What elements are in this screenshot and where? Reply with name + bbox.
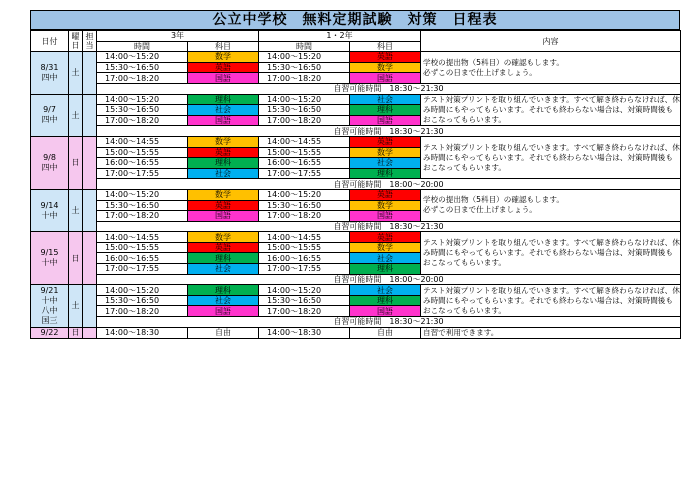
header-grade12: 1・2年: [259, 31, 421, 42]
date-cell: 9/7 四中: [31, 94, 69, 136]
time-cell-grade12: 16:00～16:55: [259, 158, 350, 169]
subject-cell-grade3: 数学: [188, 52, 259, 63]
time-cell-grade12: 17:00～18:20: [259, 115, 350, 126]
schedule-table: [30, 30, 681, 339]
date-cell: 9/21 十中 八中 国三: [31, 285, 69, 327]
day-cell: 日: [69, 232, 83, 285]
time-cell-grade12: 15:30～16:50: [259, 295, 350, 306]
memo-cell: 学校の提出物（5科目）の確認もします。 必ずこの日まで仕上げましょう。: [421, 189, 681, 221]
time-cell-grade12: 17:00～17:55: [259, 168, 350, 179]
header-date: 日付: [31, 31, 69, 52]
self-study-time: 自習可能時間 18:30～21:30: [97, 317, 681, 328]
subject-cell-grade3: 国語: [188, 73, 259, 84]
subject-cell-grade3: 国語: [188, 306, 259, 317]
table-row: [31, 232, 681, 243]
table-row: [31, 327, 681, 338]
time-cell-grade12: 14:00～15:20: [259, 285, 350, 296]
subject-cell-grade3: 社会: [188, 105, 259, 116]
time-cell-grade12: 17:00～18:20: [259, 306, 350, 317]
tantou-cell: [83, 327, 97, 338]
time-cell-grade3: 17:00～18:20: [97, 211, 188, 222]
time-cell-grade12: 14:00～14:55: [259, 232, 350, 243]
subject-cell-grade12: 理科: [350, 168, 421, 179]
self-study-time: 自習可能時間 18:30～21:30: [97, 83, 681, 94]
day-cell: 土: [69, 189, 83, 231]
table-row: [31, 52, 681, 63]
subject-cell-grade12: 国語: [350, 73, 421, 84]
time-cell-grade3: 14:00～15:20: [97, 285, 188, 296]
time-cell-grade12: 14:00～15:20: [259, 189, 350, 200]
subject-cell-grade3: 英語: [188, 147, 259, 158]
time-cell-grade3: 15:00～15:55: [97, 147, 188, 158]
subject-cell-grade3: 理科: [188, 158, 259, 169]
date-cell: 9/14 十中: [31, 189, 69, 231]
time-cell-grade3: 17:00～17:55: [97, 264, 188, 275]
time-cell-grade3: 17:00～18:20: [97, 306, 188, 317]
time-cell-grade3: 17:00～18:20: [97, 73, 188, 84]
subject-cell-grade3: 社会: [188, 264, 259, 275]
time-cell-grade12: 14:00～15:20: [259, 52, 350, 63]
jishu-row: [31, 274, 681, 285]
jishu-row: [31, 83, 681, 94]
subject-cell-grade3: 理科: [188, 285, 259, 296]
time-cell-grade12: 15:00～15:55: [259, 147, 350, 158]
tantou-cell: [83, 232, 97, 285]
tantou-cell: [83, 285, 97, 327]
tantou-cell: [83, 136, 97, 189]
table-row: [31, 189, 681, 200]
time-cell-grade3: 17:00～18:20: [97, 115, 188, 126]
time-cell-grade3: 14:00～14:55: [97, 232, 188, 243]
schedule-body: [31, 31, 681, 339]
memo-cell: テスト対策プリントを取り組んでいきます。すべて解き終わらなければ、休み時間にもやってもらいます。それでも終わらない場合は、対策時間後もおこなってもらいます。: [421, 232, 681, 274]
date-cell: 9/8 四中: [31, 136, 69, 189]
header-subject-12: 科目: [350, 41, 421, 52]
jishu-row: [31, 317, 681, 328]
self-study-time: 自習可能時間 18:00～20:00: [97, 274, 681, 285]
day-cell: 日: [69, 327, 83, 338]
subject-cell-grade12: 数学: [350, 62, 421, 73]
tantou-cell: [83, 52, 97, 94]
memo-cell: テスト対策プリントを取り組んでいきます。すべて解き終わらなければ、休み時間にもやってもらいます。それでも終わらない場合は、対策時間後もおこなってもらいます。: [421, 285, 681, 317]
jishu-row: [31, 126, 681, 137]
subject-cell-grade12: 理科: [350, 264, 421, 275]
self-study-time: 自習可能時間 18:30～21:30: [97, 126, 681, 137]
memo-cell: テスト対策プリントを取り組んでいきます。すべて解き終わらなければ、休み時間にもやってもらいます。それでも終わらない場合は、対策時間後もおこなってもらいます。: [421, 94, 681, 126]
memo-cell: テスト対策プリントを取り組んでいきます。すべて解き終わらなければ、休み時間にもやってもらいます。それでも終わらない場合は、対策時間後もおこなってもらいます。: [421, 136, 681, 178]
time-cell-grade3: 15:30～16:50: [97, 295, 188, 306]
subject-cell-grade3: 自由: [188, 327, 259, 338]
time-cell-grade3: 16:00～16:55: [97, 158, 188, 169]
time-cell-grade3: 15:30～16:50: [97, 200, 188, 211]
subject-cell-grade3: 英語: [188, 200, 259, 211]
memo-cell: 自習で利用できます。: [421, 327, 681, 338]
tantou-cell: [83, 94, 97, 136]
jishu-row: [31, 221, 681, 232]
subject-cell-grade12: 社会: [350, 253, 421, 264]
time-cell-grade12: 17:00～17:55: [259, 264, 350, 275]
subject-cell-grade3: 社会: [188, 168, 259, 179]
day-cell: 日: [69, 136, 83, 189]
page-title: 公立中学校 無料定期試験 対策 日程表: [30, 10, 680, 30]
subject-cell-grade3: 数学: [188, 189, 259, 200]
time-cell-grade12: 15:30～16:50: [259, 105, 350, 116]
subject-cell-grade12: 数学: [350, 147, 421, 158]
header-grade3: 3年: [97, 31, 259, 42]
subject-cell-grade12: 数学: [350, 200, 421, 211]
time-cell-grade3: 14:00～15:20: [97, 189, 188, 200]
table-row: [31, 285, 681, 296]
header-row-1: [31, 31, 681, 42]
subject-cell-grade12: 自由: [350, 327, 421, 338]
day-cell: 土: [69, 94, 83, 136]
date-cell: 9/22: [31, 327, 69, 338]
header-time-3: 時間: [97, 41, 188, 52]
subject-cell-grade3: 英語: [188, 242, 259, 253]
time-cell-grade12: 17:00～18:20: [259, 73, 350, 84]
memo-cell: 学校の提出物（5科目）の確認もします。 必ずこの日まで仕上げましょう。: [421, 52, 681, 84]
subject-cell-grade12: 理科: [350, 295, 421, 306]
subject-cell-grade12: 国語: [350, 211, 421, 222]
subject-cell-grade12: 英語: [350, 136, 421, 147]
subject-cell-grade12: 理科: [350, 105, 421, 116]
table-row: [31, 94, 681, 105]
header-tantou: 担当: [83, 31, 97, 52]
self-study-time: 自習可能時間 18:00～20:00: [97, 179, 681, 190]
time-cell-grade12: 15:30～16:50: [259, 200, 350, 211]
subject-cell-grade12: 英語: [350, 189, 421, 200]
time-cell-grade12: 16:00～16:55: [259, 253, 350, 264]
time-cell-grade3: 17:00～17:55: [97, 168, 188, 179]
time-cell-grade12: 14:00～14:55: [259, 136, 350, 147]
tantou-cell: [83, 189, 97, 231]
subject-cell-grade12: 社会: [350, 285, 421, 296]
time-cell-grade3: 14:00～18:30: [97, 327, 188, 338]
jishu-row: [31, 179, 681, 190]
header-time-12: 時間: [259, 41, 350, 52]
time-cell-grade12: 17:00～18:20: [259, 211, 350, 222]
time-cell-grade12: 15:30～16:50: [259, 62, 350, 73]
date-cell: 9/15 十中: [31, 232, 69, 285]
subject-cell-grade12: 社会: [350, 94, 421, 105]
subject-cell-grade12: 社会: [350, 158, 421, 169]
time-cell-grade3: 15:00～15:55: [97, 242, 188, 253]
time-cell-grade12: 14:00～18:30: [259, 327, 350, 338]
subject-cell-grade3: 国語: [188, 115, 259, 126]
subject-cell-grade12: 英語: [350, 52, 421, 63]
day-cell: 土: [69, 285, 83, 327]
day-cell: 土: [69, 52, 83, 94]
time-cell-grade12: 14:00～15:20: [259, 94, 350, 105]
subject-cell-grade3: 数学: [188, 136, 259, 147]
subject-cell-grade12: 国語: [350, 115, 421, 126]
time-cell-grade12: 15:00～15:55: [259, 242, 350, 253]
time-cell-grade3: 14:00～14:55: [97, 136, 188, 147]
header-subject-3: 科目: [188, 41, 259, 52]
time-cell-grade3: 16:00～16:55: [97, 253, 188, 264]
subject-cell-grade3: 数学: [188, 232, 259, 243]
subject-cell-grade12: 国語: [350, 306, 421, 317]
subject-cell-grade3: 英語: [188, 62, 259, 73]
subject-cell-grade12: 英語: [350, 232, 421, 243]
subject-cell-grade3: 社会: [188, 295, 259, 306]
subject-cell-grade3: 国語: [188, 211, 259, 222]
header-content: 内容: [421, 31, 681, 52]
time-cell-grade3: 15:30～16:50: [97, 105, 188, 116]
self-study-time: 自習可能時間 18:30～21:30: [97, 221, 681, 232]
time-cell-grade3: 14:00～15:20: [97, 94, 188, 105]
time-cell-grade3: 15:30～16:50: [97, 62, 188, 73]
schedule-sheet: [30, 10, 680, 339]
subject-cell-grade12: 数学: [350, 242, 421, 253]
date-cell: 8/31 四中: [31, 52, 69, 94]
header-day: 曜日: [69, 31, 83, 52]
table-row: [31, 136, 681, 147]
subject-cell-grade3: 理科: [188, 94, 259, 105]
time-cell-grade3: 14:00～15:20: [97, 52, 188, 63]
subject-cell-grade3: 理科: [188, 253, 259, 264]
